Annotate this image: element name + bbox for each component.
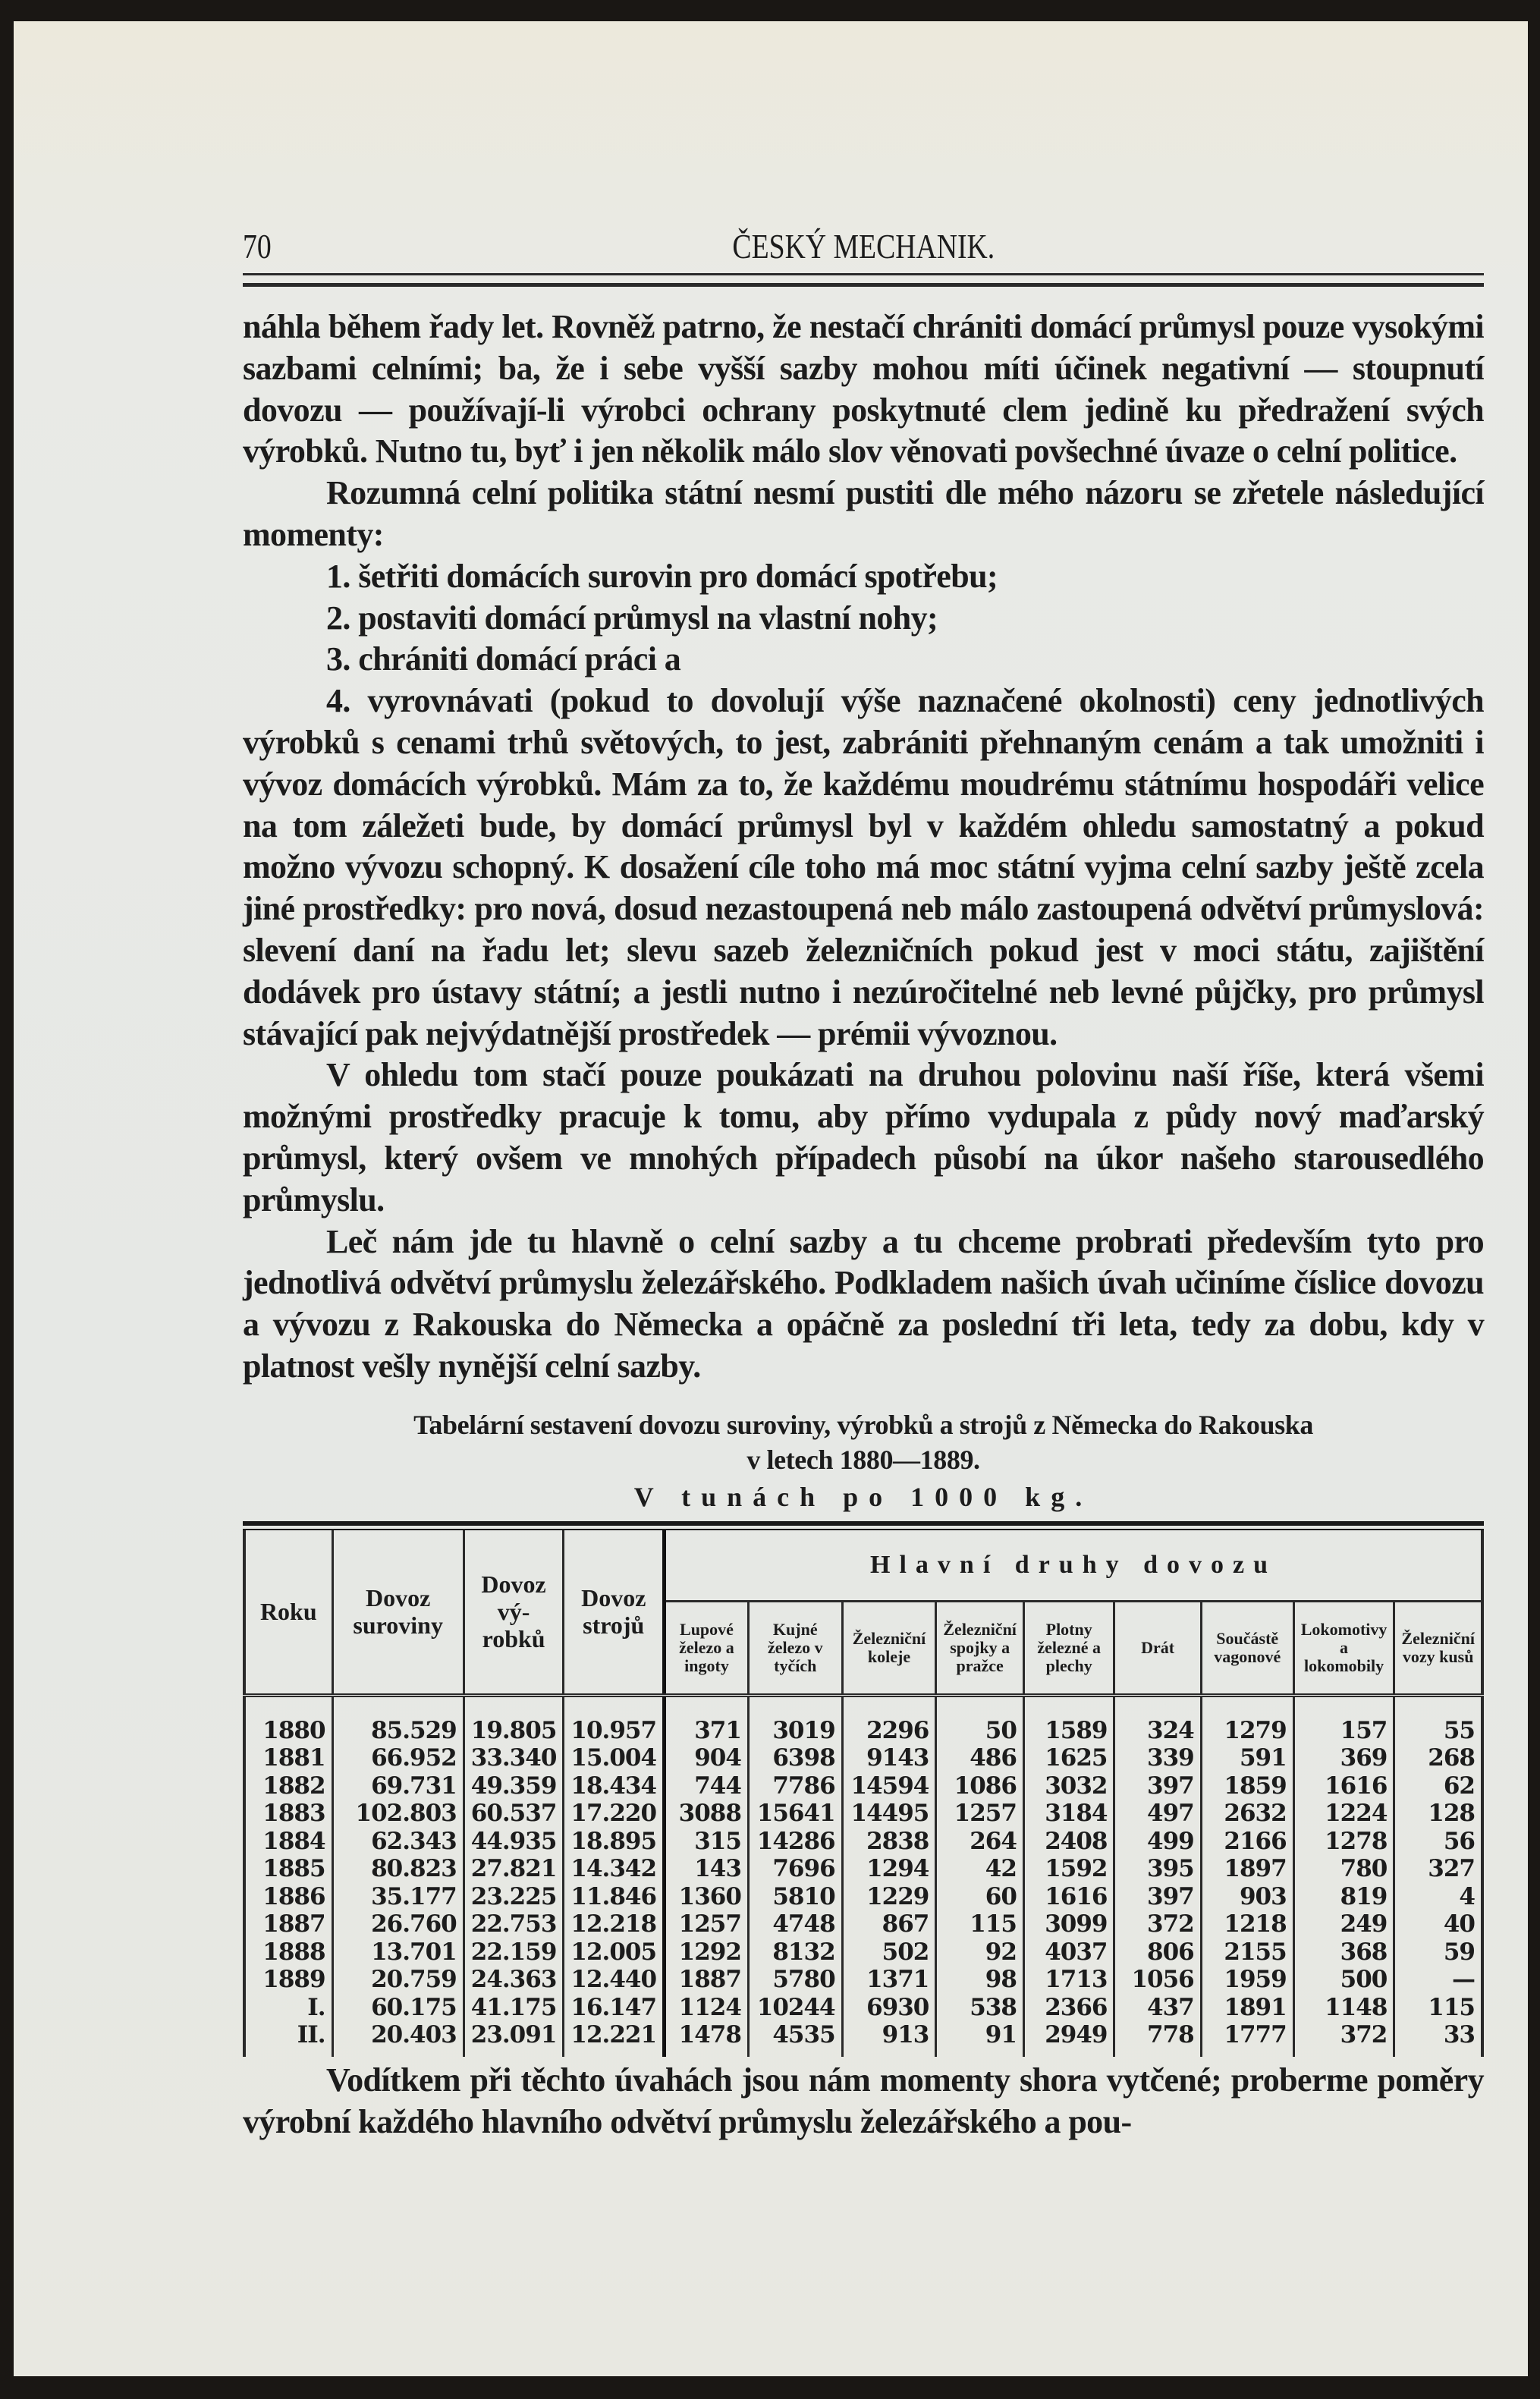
table-cell: 62.343: [332, 1828, 464, 1856]
paragraph: náhla během řady let. Rovněž patrno, že nestačí chrániti domácí průmysl pouze vysokými sazbami celními; ba, že i sebe vyšší sazby mohou míti účinek negativní — stoupnutí dovozu — používají-li výrobci ochrany poskytnuté clem jedině ku předražení svých výrobků. Nutno tu, byť i jen několik málo slov věnovati povšechné úvaze o celní politice.: [243, 308, 1484, 470]
table-cell: 20.403: [332, 2021, 464, 2057]
table-cell: 115: [936, 1910, 1024, 1938]
table-cell: 780: [1293, 1855, 1394, 1883]
table-cell: 1218: [1201, 1910, 1293, 1938]
table-cell: 1891: [1201, 1994, 1293, 2022]
table-cell: 1859: [1201, 1772, 1293, 1800]
header-products: Dovoz vý-robků: [464, 1530, 564, 1696]
table-cell: 157: [1293, 1695, 1394, 1744]
table-cell: 538: [936, 1994, 1024, 2022]
table-cell: 1056: [1114, 1966, 1201, 1994]
table-cell: 1229: [842, 1883, 936, 1911]
table-cell: 60: [936, 1883, 1024, 1911]
table-cell: 44.935: [464, 1828, 564, 1856]
table-cell: 1616: [1293, 1772, 1394, 1800]
header-main-import-types: Hlavní druhy dovozu: [665, 1530, 1482, 1602]
table-cell: 1371: [842, 1966, 936, 1994]
table-cell: 143: [665, 1855, 749, 1883]
table-cell: 913: [842, 2021, 936, 2057]
table-cell: 6398: [748, 1744, 842, 1772]
table-cell: 2296: [842, 1695, 936, 1744]
table-cell: 98: [936, 1966, 1024, 1994]
paragraph: Leč nám jde tu hlavně o celní sazby a tu chceme probrati především tyto pro jednotlivá odvětví průmyslu železářského. Podkladem našich úvah učiníme číslice dovozu a vývozu z Rakouska do Německa a opáčně za poslední tři leta, tedy za dobu, kdy v platnost vešly nynější celní sazby.: [243, 1222, 1484, 1385]
table-cell: 50: [936, 1695, 1024, 1744]
table-cell: 395: [1114, 1855, 1201, 1883]
table-caption: [243, 1407, 1484, 1477]
table-cell: 3032: [1023, 1772, 1114, 1800]
table-cell: 41.175: [464, 1994, 564, 2022]
cell-year: II.: [244, 2021, 332, 2057]
paragraph: Vodítkem při těchto úvahách jsou nám momenty shora vytčené; proberme poměry výrobní každého hlavního odvětví průmyslu železářského a pou-: [243, 2061, 1484, 2140]
table-cell: 1478: [665, 2021, 749, 2057]
journal-title: ČESKÝ MECHANIK.: [732, 227, 995, 266]
table-cell: 91: [936, 2021, 1024, 2057]
paragraph: 4. vyrovnávati (pokud to dovolují výše naznačené okolnosti) ceny jednotlivých výrobků s cenami trhů světových, to jest, zabrániti přehnaným cenám a tak umožniti i vývoz domácích výrobků. Mám za to, že každému moudrému státnímu hospodáři velice na tom záležeti bude, by domácí průmysl byl v každém ohledu samostatný a pokud možno vývozu schopný. K dosažení cíle toho má moc státní vyjma celní sazby ještě zcela jiné prostředky: pro nová, dosud nezastoupená neb málo zastoupená odvětví průmyslová: slevení daní na řadu let; slevu sazeb železničních pokud jest v moci státu, zajištění dodávek pro ústavy státní; a jestli nutno i nezúročitelné neb levné půjčky, pro průmysl stávající pak nejvýdatnější prostředek — prémii vývoznou.: [243, 682, 1484, 1052]
table-cell: 1224: [1293, 1800, 1394, 1828]
table-cell: 497: [1114, 1800, 1201, 1828]
table-cell: 14495: [842, 1800, 936, 1828]
table-cell: 819: [1293, 1883, 1394, 1911]
table-cell: 10244: [748, 1994, 842, 2022]
table-cell: 1257: [665, 1910, 749, 1938]
table-cell: 24.363: [464, 1966, 564, 1994]
table-cell: 60.175: [332, 1994, 464, 2022]
table-cell: 12.218: [564, 1910, 665, 1938]
table-cell: 249: [1293, 1910, 1394, 1938]
table-cell: 18.895: [564, 1828, 665, 1856]
table-cell: 12.440: [564, 1966, 665, 1994]
table-row: [244, 1695, 1482, 1744]
table-cell: 327: [1394, 1855, 1482, 1883]
table-cell: 9143: [842, 1744, 936, 1772]
table-row: [244, 1744, 1482, 1772]
cell-year: 1880: [244, 1695, 332, 1744]
table-row: [244, 1910, 1482, 1938]
table-cell: 499: [1114, 1828, 1201, 1856]
table-unit: V tunách po 1000 kg.: [633, 1481, 1093, 1512]
table-cell: 42: [936, 1855, 1024, 1883]
table-cell: 500: [1293, 1966, 1394, 1994]
cell-year: 1885: [244, 1855, 332, 1883]
table-cell: 12.221: [564, 2021, 665, 2057]
table-row: [244, 1966, 1482, 1994]
table-cell: 19.805: [464, 1695, 564, 1744]
table-cell: 339: [1114, 1744, 1201, 1772]
table-cell: 23.091: [464, 2021, 564, 2057]
table-cell: 15641: [748, 1800, 842, 1828]
subheader-rail-fastenings: Železniční spojky a pražce: [936, 1601, 1024, 1695]
cell-year: 1889: [244, 1966, 332, 1994]
table-cell: 372: [1114, 1910, 1201, 1938]
table-row: [244, 1855, 1482, 1883]
table-cell: 26.760: [332, 1910, 464, 1938]
table-cell: 5780: [748, 1966, 842, 1994]
table-cell: 66.952: [332, 1744, 464, 1772]
table-cell: 80.823: [332, 1855, 464, 1883]
table-cell: 15.004: [564, 1744, 665, 1772]
table-cell: 1592: [1023, 1855, 1114, 1883]
table-cell: 2155: [1201, 1938, 1293, 1967]
table-cell: 1294: [842, 1855, 936, 1883]
import-table: [243, 1530, 1484, 2057]
table-cell: 2366: [1023, 1994, 1114, 2022]
header-raw-material: Dovoz suroviny: [332, 1530, 464, 1696]
table-cell: 4: [1394, 1883, 1482, 1911]
table-cell: 437: [1114, 1994, 1201, 2022]
table-cell: 56: [1394, 1828, 1482, 1856]
table-cell: 20.759: [332, 1966, 464, 1994]
table-cell: 115: [1394, 1994, 1482, 2022]
table-cell: 23.225: [464, 1883, 564, 1911]
subheader-railway-cars: Železniční vozy kusů: [1394, 1601, 1482, 1695]
subheader-wagon-parts: Součástě vagonové: [1201, 1601, 1293, 1695]
table-cell: 397: [1114, 1883, 1201, 1911]
table-cell: 369: [1293, 1744, 1394, 1772]
table-cell: 27.821: [464, 1855, 564, 1883]
page-number: 70: [243, 227, 272, 266]
table-cell: 778: [1114, 2021, 1201, 2057]
table-cell: 315: [665, 1828, 749, 1856]
table-cell: 8132: [748, 1938, 842, 1967]
table-row: [244, 2021, 1482, 2057]
table-cell: 14286: [748, 1828, 842, 1856]
table-cell: 33: [1394, 2021, 1482, 2057]
table-cell: 1616: [1023, 1883, 1114, 1911]
table-body: [244, 1695, 1482, 2057]
subheader-rails: Železniční koleje: [842, 1601, 936, 1695]
table-cell: 2838: [842, 1828, 936, 1856]
table-cell: 368: [1293, 1938, 1394, 1967]
table-row: [244, 1938, 1482, 1967]
subheader-pig-iron: Lupové železo a ingoty: [665, 1601, 749, 1695]
table-cell: 2408: [1023, 1828, 1114, 1856]
table-caption-line: Tabelární sestavení dovozu suroviny, výrobků a strojů z Německa do Rakouska: [413, 1409, 1313, 1440]
table-cell: 2949: [1023, 2021, 1114, 2057]
table-cell: 1959: [1201, 1966, 1293, 1994]
header-machines: Dovoz strojů: [564, 1530, 665, 1696]
cell-year: 1882: [244, 1772, 332, 1800]
table-cell: 14.342: [564, 1855, 665, 1883]
table-cell: 62: [1394, 1772, 1482, 1800]
list-item: 3. chrániti domácí práci a: [326, 640, 681, 678]
table-cell: 10.957: [564, 1695, 665, 1744]
table-cell: 486: [936, 1744, 1024, 1772]
header-year: Roku: [244, 1530, 332, 1696]
article-body: [243, 307, 1484, 1388]
table-cell: 1292: [665, 1938, 749, 1967]
table-cell: 22.753: [464, 1910, 564, 1938]
subheader-iron-plates: Plotny železné a plechy: [1023, 1601, 1114, 1695]
subheader-wrought-iron: Kujné železo v tyčích: [748, 1601, 842, 1695]
table-cell: 18.434: [564, 1772, 665, 1800]
running-head: [243, 220, 1485, 269]
table-caption-line: v letech 1880—1889.: [746, 1444, 980, 1475]
table-frame: [243, 1521, 1484, 2057]
list-item: 2. postaviti domácí průmysl na vlastní nohy;: [326, 599, 938, 637]
cell-year: 1887: [244, 1910, 332, 1938]
table-row: [244, 1772, 1482, 1800]
table-cell: 92: [936, 1938, 1024, 1967]
cell-year: 1883: [244, 1800, 332, 1828]
table-cell: 397: [1114, 1772, 1201, 1800]
table-cell: 69.731: [332, 1772, 464, 1800]
table-cell: 4535: [748, 2021, 842, 2057]
table-cell: —: [1394, 1966, 1482, 1994]
table-cell: 55: [1394, 1695, 1482, 1744]
table-cell: 5810: [748, 1883, 842, 1911]
table-cell: 3088: [665, 1800, 749, 1828]
paragraph: Rozumná celní politika státní nesmí pustiti dle mého názoru se zřetele následující momenty:: [243, 474, 1484, 553]
closing-text: [243, 2060, 1484, 2143]
table-cell: 1148: [1293, 1994, 1394, 2022]
table-cell: 4037: [1023, 1938, 1114, 1967]
table-cell: 102.803: [332, 1800, 464, 1828]
table-cell: 1625: [1023, 1744, 1114, 1772]
scanned-page: [14, 21, 1528, 2376]
table-row: [244, 1883, 1482, 1911]
header-rule: [243, 273, 1484, 287]
table-cell: 16.147: [564, 1994, 665, 2022]
table-cell: 502: [842, 1938, 936, 1967]
table-cell: 324: [1114, 1695, 1201, 1744]
table-cell: 2166: [1201, 1828, 1293, 1856]
subheader-locomotives: Lokomotivy a lokomobily: [1293, 1601, 1394, 1695]
table-cell: 1589: [1023, 1695, 1114, 1744]
table-cell: 744: [665, 1772, 749, 1800]
table-cell: 1713: [1023, 1966, 1114, 1994]
table-cell: 13.701: [332, 1938, 464, 1967]
cell-year: I.: [244, 1994, 332, 2022]
table-cell: 49.359: [464, 1772, 564, 1800]
table-cell: 1278: [1293, 1828, 1394, 1856]
table-cell: 6930: [842, 1994, 936, 2022]
table-cell: 11.846: [564, 1883, 665, 1911]
table-cell: 7696: [748, 1855, 842, 1883]
table-row: [244, 1828, 1482, 1856]
page-content: [243, 220, 1484, 2143]
table-cell: 3099: [1023, 1910, 1114, 1938]
table-row: [244, 1800, 1482, 1828]
table-cell: 85.529: [332, 1695, 464, 1744]
table-cell: 128: [1394, 1800, 1482, 1828]
table-cell: 1086: [936, 1772, 1024, 1800]
table-cell: 35.177: [332, 1883, 464, 1911]
table-cell: 22.159: [464, 1938, 564, 1967]
table-cell: 1124: [665, 1994, 749, 2022]
cell-year: 1888: [244, 1938, 332, 1967]
paragraph: V ohledu tom stačí pouze poukázati na druhou polovinu naší říše, která všemi možnými prostředky pracuje k tomu, aby přímo vydupala z půdy nový maďarský průmysl, který ovšem ve mnohých případech působí na úkor našeho starousedlého průmyslu.: [243, 1056, 1484, 1218]
table-cell: 1360: [665, 1883, 749, 1911]
table-cell: 7786: [748, 1772, 842, 1800]
cell-year: 1884: [244, 1828, 332, 1856]
table-cell: 264: [936, 1828, 1024, 1856]
subheader-wire: Drát: [1114, 1601, 1201, 1695]
table-cell: 12.005: [564, 1938, 665, 1967]
table-cell: 60.537: [464, 1800, 564, 1828]
cell-year: 1881: [244, 1744, 332, 1772]
table-cell: 806: [1114, 1938, 1201, 1967]
table-row: [244, 1994, 1482, 2022]
table-cell: 3019: [748, 1695, 842, 1744]
table-cell: 591: [1201, 1744, 1293, 1772]
table-cell: 1897: [1201, 1855, 1293, 1883]
table-cell: 268: [1394, 1744, 1482, 1772]
table-cell: 1777: [1201, 2021, 1293, 2057]
table-cell: 1279: [1201, 1695, 1293, 1744]
table-cell: 904: [665, 1744, 749, 1772]
table-cell: 33.340: [464, 1744, 564, 1772]
table-cell: 40: [1394, 1910, 1482, 1938]
table-cell: 1257: [936, 1800, 1024, 1828]
table-cell: 867: [842, 1910, 936, 1938]
table-cell: 371: [665, 1695, 749, 1744]
table-cell: 3184: [1023, 1800, 1114, 1828]
table-cell: 2632: [1201, 1800, 1293, 1828]
table-cell: 4748: [748, 1910, 842, 1938]
table-cell: 903: [1201, 1883, 1293, 1911]
table-cell: 1887: [665, 1966, 749, 1994]
table-cell: 372: [1293, 2021, 1394, 2057]
list-item: 1. šetřiti domácích surovin pro domácí spotřebu;: [326, 557, 998, 595]
table-cell: 14594: [842, 1772, 936, 1800]
cell-year: 1886: [244, 1883, 332, 1911]
table-cell: 59: [1394, 1938, 1482, 1967]
table-cell: 17.220: [564, 1800, 665, 1828]
